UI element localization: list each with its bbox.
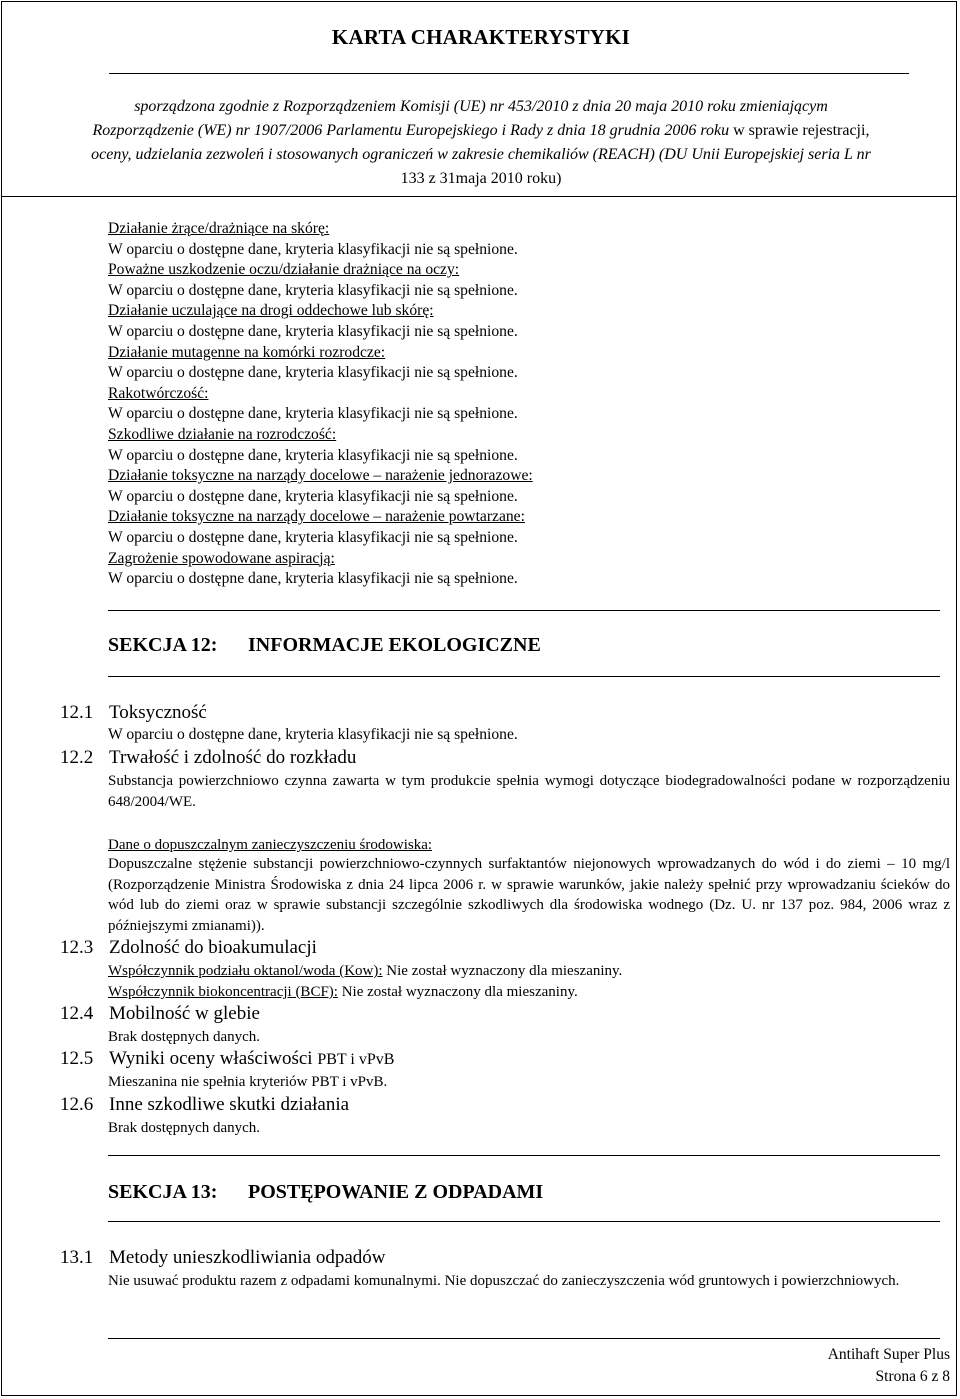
- toxicology-list: [108, 219, 948, 590]
- tox-label-carcinogenicity: Rakotwórczość:: [108, 384, 209, 402]
- tox-text-stot-single: W oparciu o dostępne dane, kryteria klasyfikacji nie są spełnione.: [108, 487, 518, 505]
- subsection-12-6-title: Inne szkodliwe skutki działania: [109, 1094, 350, 1115]
- kow-value: Nie został wyznaczony dla mieszaniny.: [382, 963, 623, 979]
- tox-label-sensitisation: Działanie uczulające na drogi oddechowe lub skórę:: [108, 302, 434, 320]
- title-divider: [109, 73, 909, 74]
- subsection-12-5-title-main: Wyniki oceny właściwości: [109, 1048, 318, 1069]
- tox-label-reproductive: Szkodliwe działanie na rozrodczość:: [108, 425, 337, 443]
- section-13-heading: [108, 1181, 543, 1204]
- subsection-12-4-number: 12.4: [60, 1003, 94, 1024]
- section-12-top-rule: [108, 610, 940, 611]
- tox-text-eyes: W oparciu o dostępne dane, kryteria klasyfikacji nie są spełnione.: [108, 281, 518, 299]
- env-limit-text: Dopuszczalne stężenie substancji powierzchniowo-czynnych surfaktantów niejonowych wprowadzanych do wód i do ziemi – 10 mg/l (Rozporządzenie Ministra Środowiska z dnia 24 lipca 2006 r. w sprawie warunków, jakie należy spełnić przy wprowadzaniu ścieków do wód lub do ziemi oraz w sprawie substancji szczególnie szkodliwych dla środowiska wodnego (Dz. U. nr 137 poz. 984, 2006 wraz z późniejszymi zmianami)).: [108, 856, 950, 934]
- subsection-12-5-title-suffix: PBT i vPvB: [317, 1051, 395, 1068]
- section-13-top-rule: [108, 1155, 940, 1156]
- bcf-value: Nie został wyznaczony dla mieszaniny.: [337, 984, 578, 1000]
- tox-label-skin: Działanie żrące/drażniące na skórę:: [108, 220, 330, 237]
- subsection-12-2-title: Trwałość i zdolność do rozkładu: [109, 747, 357, 768]
- env-limit-label: Dane o dopuszczalnym zanieczyszczeniu środowiska:: [108, 837, 433, 853]
- bcf-row: [108, 982, 948, 1003]
- subsection-12-2-text: Substancja powierzchniowo czynna zawarta w tym produkcie spełnia wymogi dotyczące biodegradowalności podane w rozporządzeniu 648/2004/WE.: [108, 773, 950, 810]
- subsection-12-4-text: Brak dostępnych danych.: [108, 1029, 261, 1045]
- subtitle-line-2b: w sprawie rejestracji,: [729, 122, 870, 139]
- footer-product-name: Antihaft Super Plus: [827, 1346, 950, 1363]
- subsection-12-1-title: Toksyczność: [109, 702, 207, 723]
- subtitle-line-4: 133 z 31maja 2010 roku): [400, 170, 562, 187]
- subsection-12-4-title: Mobilność w glebie: [109, 1003, 260, 1024]
- subsection-12-5-title: [109, 1048, 394, 1071]
- kow-label: Współczynnik podziału oktanol/woda (Kow):: [108, 963, 383, 979]
- tox-label-mutagenicity: Działanie mutagenne na komórki rozrodcze:: [108, 343, 386, 361]
- footer-page-number: Strona 6 z 8: [875, 1368, 950, 1385]
- footer-rule: [108, 1338, 940, 1339]
- tox-text-stot-repeated: W oparciu o dostępne dane, kryteria klasyfikacji nie są spełnione.: [108, 528, 518, 546]
- section-12-title: INFORMACJE EKOLOGICZNE: [248, 634, 541, 656]
- section-13-bottom-rule: [108, 1221, 940, 1222]
- subsection-12-3-number: 12.3: [60, 937, 94, 958]
- tox-text-sensitisation: W oparciu o dostępne dane, kryteria klasyfikacji nie są spełnione.: [108, 322, 518, 340]
- subtitle-line-2: [61, 119, 901, 143]
- regulation-subtitle: [61, 95, 901, 191]
- tox-text-reproductive: W oparciu o dostępne dane, kryteria klasyfikacji nie są spełnione.: [108, 446, 518, 464]
- section-12-bottom-rule: [108, 676, 940, 677]
- subsection-12-5-number: 12.5: [60, 1048, 94, 1069]
- tox-text-carcinogenicity: W oparciu o dostępne dane, kryteria klasyfikacji nie są spełnione.: [108, 405, 518, 423]
- tox-text-skin: W oparciu o dostępne dane, kryteria klasyfikacji nie są spełnione.: [108, 240, 518, 258]
- subsection-13-1-title: Metody unieszkodliwiania odpadów: [109, 1247, 386, 1268]
- subsection-12-2-number: 12.2: [60, 747, 94, 768]
- subsection-13-1-text: Nie usuwać produktu razem z odpadami komunalnymi. Nie dopuszczać do zanieczyszczenia wód gruntowych i powierzchniowych.: [108, 1273, 900, 1289]
- document-header: [1, 1, 957, 197]
- tox-label-stot-single: Działanie toksyczne na narządy docelowe – narażenie jednorazowe:: [108, 467, 533, 485]
- section-12-number: SEKCJA 12:: [108, 634, 218, 656]
- tox-text-mutagenicity: W oparciu o dostępne dane, kryteria klasyfikacji nie są spełnione.: [108, 364, 518, 382]
- subsection-12-6-number: 12.6: [60, 1094, 94, 1115]
- subtitle-line-3: oceny, udzielania zezwoleń i stosowanych ograniczeń w zakresie chemikaliów (REACH) (DU Unii Europejskiej seria L nr: [91, 146, 871, 163]
- tox-text-aspiration: W oparciu o dostępne dane, kryteria klasyfikacji nie są spełnione.: [108, 570, 518, 588]
- document-title: KARTA CHARAKTERYSTYKI: [331, 25, 631, 49]
- section-13-number: SEKCJA 13:: [108, 1181, 218, 1203]
- section-12-heading: [108, 634, 541, 657]
- subsection-12-1-number: 12.1: [60, 702, 94, 723]
- subsection-12-6-text: Brak dostępnych danych.: [108, 1120, 261, 1136]
- subtitle-line-1: sporządzona zgodnie z Rozporządzeniem Komisji (UE) nr 453/2010 z dnia 20 maja 2010 roku zmieniającym: [134, 98, 828, 115]
- page-footer: [828, 1344, 950, 1388]
- subsection-13-1-number: 13.1: [60, 1247, 94, 1268]
- bcf-label: Współczynnik biokoncentracji (BCF):: [108, 984, 338, 1000]
- tox-label-eyes: Poważne uszkodzenie oczu/działanie drażniące na oczy:: [108, 261, 460, 279]
- subsection-12-1-text: W oparciu o dostępne dane, kryteria klasyfikacji nie są spełnione.: [108, 726, 518, 743]
- subtitle-line-2a: Rozporządzenie (WE) nr 1907/2006 Parlamentu Europejskiego i Rady z dnia 18 grudnia 2006 roku: [92, 122, 730, 139]
- subsection-12-3-title: Zdolność do bioakumulacji: [109, 937, 317, 958]
- subsection-12-5-text: Mieszanina nie spełnia kryteriów PBT i vPvB.: [108, 1074, 388, 1090]
- tox-label-stot-repeated: Działanie toksyczne na narządy docelowe – narażenie powtarzane:: [108, 508, 525, 526]
- tox-label-aspiration: Zagrożenie spowodowane aspiracją:: [108, 549, 335, 567]
- kow-row: [108, 961, 948, 982]
- section-13-title: POSTĘPOWANIE Z ODPADAMI: [248, 1181, 544, 1203]
